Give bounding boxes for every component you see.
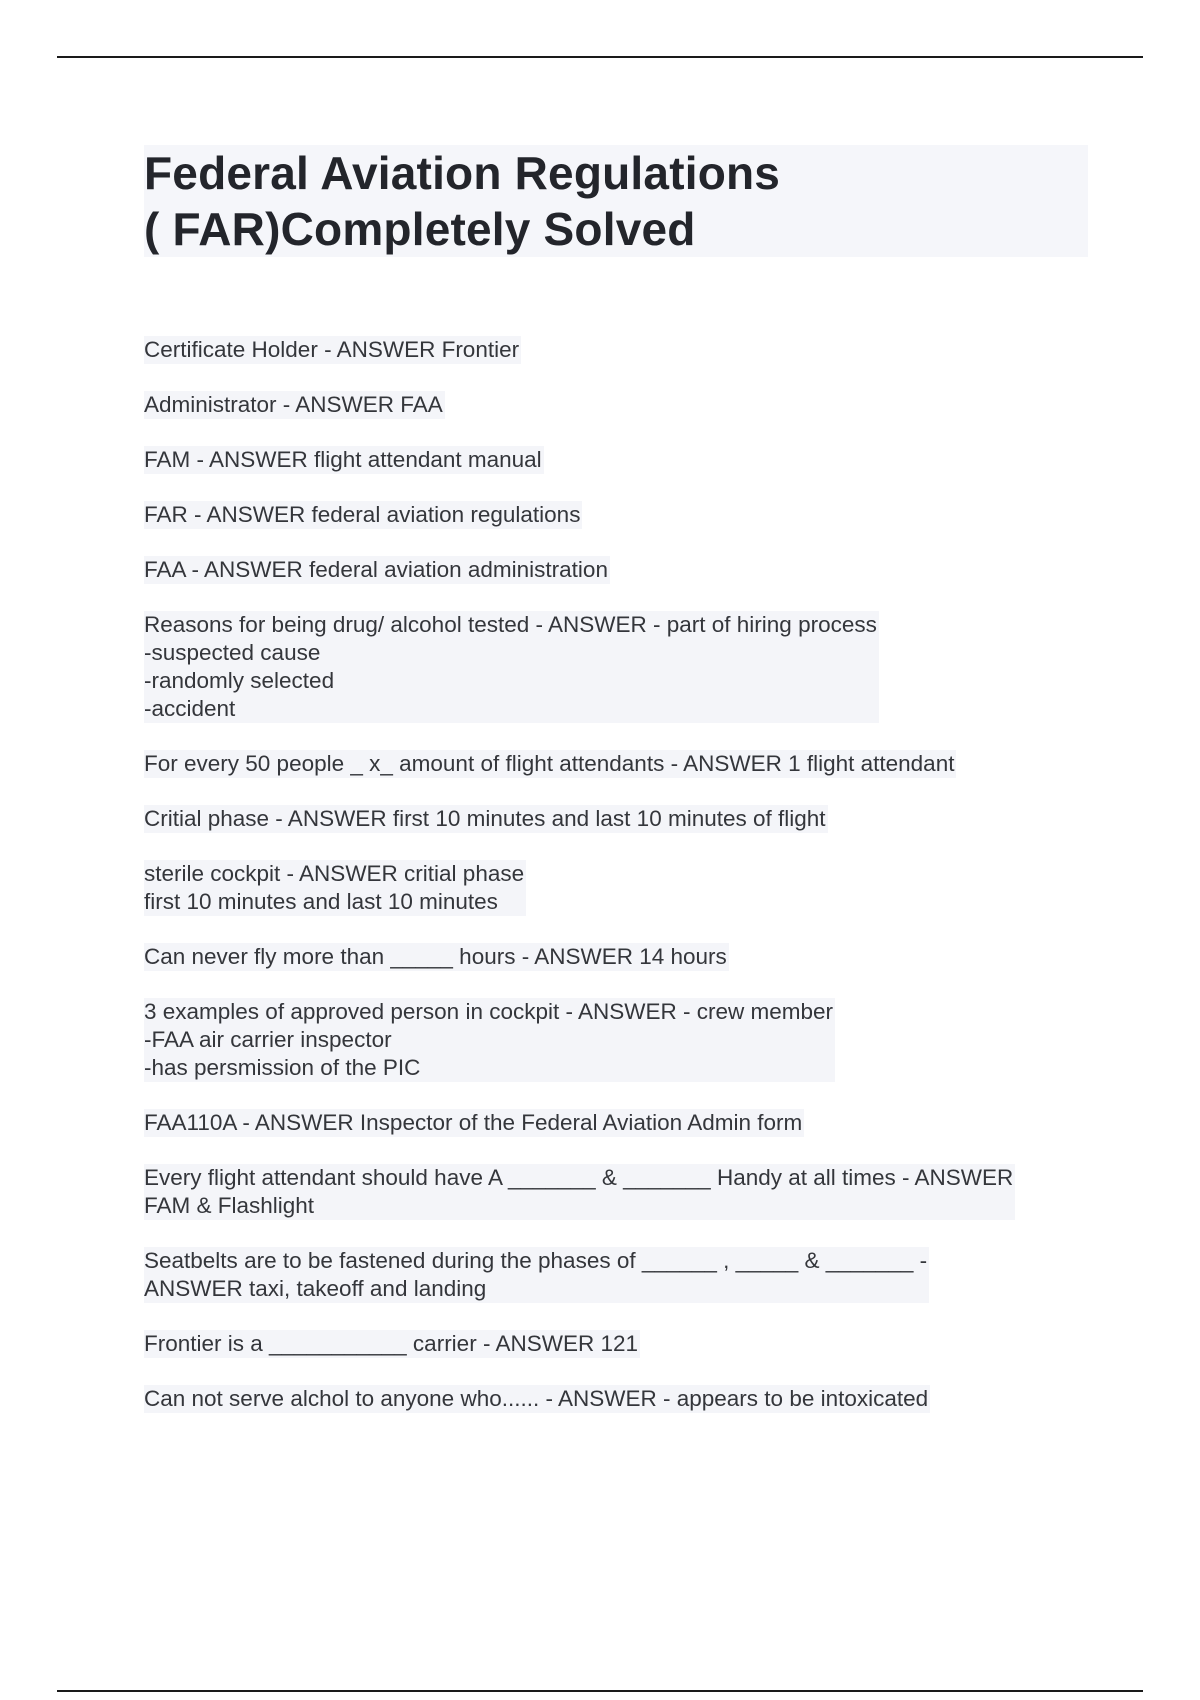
qa-text: FAR - ANSWER federal aviation regulations xyxy=(144,502,581,527)
qa-text: sterile cockpit - ANSWER critial phase first 10 minutes and last 10 minutes xyxy=(144,861,525,914)
qa-item-sterile-cockpit xyxy=(144,860,1104,916)
qa-item-carrier-type xyxy=(144,1330,1104,1358)
qa-item-fam-flashlight xyxy=(144,1164,1104,1220)
qa-text: FAA - ANSWER federal aviation administration xyxy=(144,557,608,582)
qa-item-seatbelts xyxy=(144,1247,1104,1303)
qa-list xyxy=(144,336,1104,1440)
qa-item-faa110a xyxy=(144,1109,1104,1137)
page-title-line-2: ( FAR)Completely Solved xyxy=(144,203,696,255)
qa-item-far xyxy=(144,501,1104,529)
qa-text: FAA110A - ANSWER Inspector of the Federal Aviation Admin form xyxy=(144,1110,803,1135)
qa-text: FAM - ANSWER flight attendant manual xyxy=(144,447,542,472)
qa-text: Can not serve alchol to anyone who...... - ANSWER - appears to be intoxicated xyxy=(144,1386,929,1411)
qa-item-administrator xyxy=(144,391,1104,419)
page-title xyxy=(144,145,1088,257)
qa-text: Frontier is a ___________ carrier - ANSWER 121 xyxy=(144,1331,638,1356)
qa-text: Administrator - ANSWER FAA xyxy=(144,392,443,417)
qa-text: Reasons for being drug/ alcohol tested - ANSWER - part of hiring process -suspected cause -randomly selected -accident xyxy=(144,612,877,721)
qa-item-attendant-ratio xyxy=(144,750,1104,778)
qa-item-fam xyxy=(144,446,1104,474)
qa-item-critical-phase xyxy=(144,805,1104,833)
qa-text: Every flight attendant should have A _______ & _______ Handy at all times - ANSWER FAM & Flashlight xyxy=(144,1165,1014,1218)
qa-item-max-hours xyxy=(144,943,1104,971)
qa-item-drug-alcohol-testing xyxy=(144,611,1104,723)
qa-text: For every 50 people _ x_ amount of flight attendants - ANSWER 1 flight attendant xyxy=(144,751,955,776)
qa-text: Can never fly more than _____ hours - ANSWER 14 hours xyxy=(144,944,727,969)
title-block xyxy=(144,145,1088,257)
top-rule xyxy=(57,56,1143,58)
qa-text: Certificate Holder - ANSWER Frontier xyxy=(144,337,520,362)
qa-text: 3 examples of approved person in cockpit - ANSWER - crew member -FAA air carrier inspector -has persmission of the PIC xyxy=(144,999,834,1080)
qa-item-certificate-holder xyxy=(144,336,1104,364)
qa-text: Critial phase - ANSWER first 10 minutes and last 10 minutes of flight xyxy=(144,806,826,831)
qa-item-cockpit-persons xyxy=(144,998,1104,1082)
qa-item-faa xyxy=(144,556,1104,584)
bottom-rule xyxy=(57,1690,1143,1692)
page-title-line-1: Federal Aviation Regulations xyxy=(144,147,781,199)
qa-item-alcohol-service xyxy=(144,1385,1104,1413)
qa-text: Seatbelts are to be fastened during the phases of ______ , _____ & _______ - ANSWER taxi, takeoff and landing xyxy=(144,1248,928,1301)
